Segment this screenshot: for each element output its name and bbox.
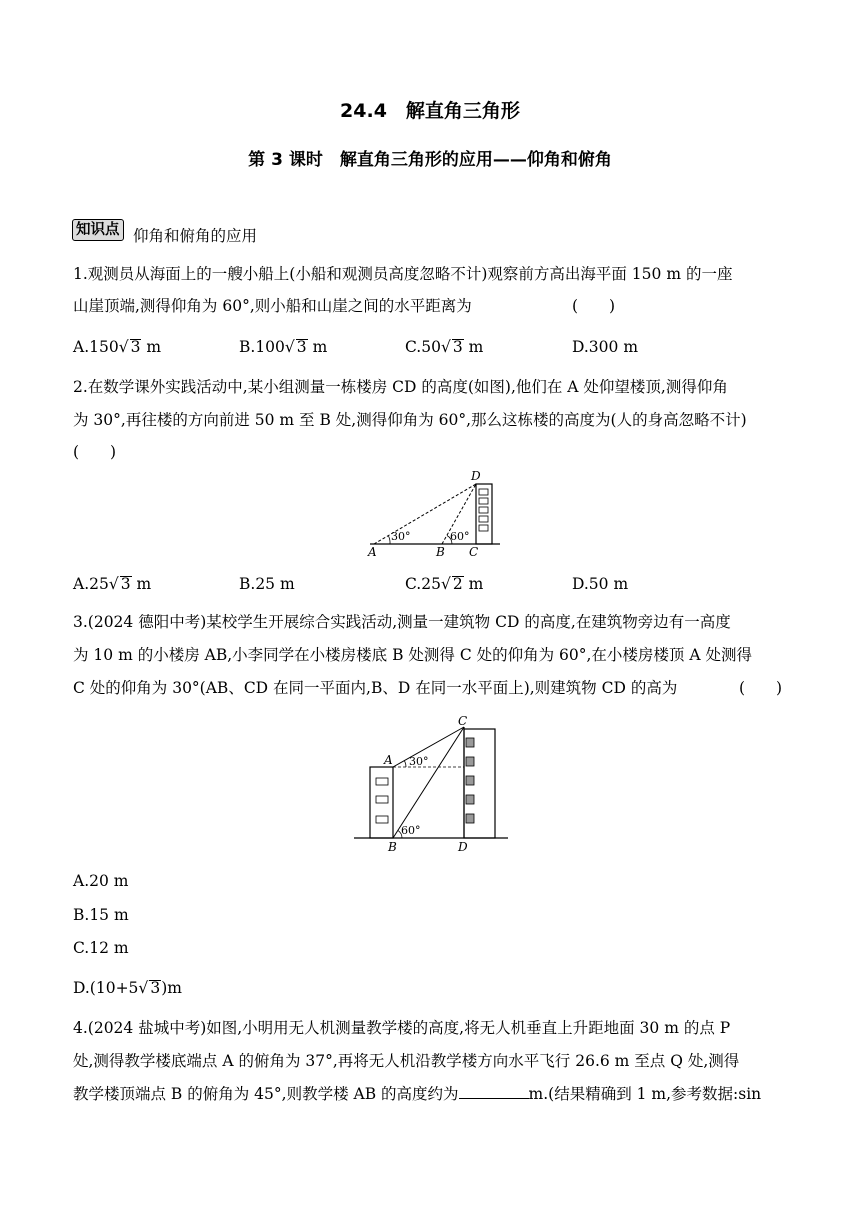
q3-window — [376, 796, 388, 803]
q1-option-a[interactable] — [73, 337, 161, 357]
q2-option-a-unit: m — [131, 575, 152, 593]
q4-answer-blank[interactable] — [459, 1084, 529, 1099]
q3-sightline-b — [393, 727, 464, 838]
q3-option-a[interactable]: A.20 m — [73, 872, 129, 890]
section-title: 24.4 解直角三角形 — [340, 100, 520, 122]
sqrt-icon: √ — [138, 979, 149, 997]
q1-line1: 1.观测员从海面上的一艘小船上(小船和观测员高度忽略不计)观察前方高出海平面 150 m 的一座 — [73, 265, 733, 283]
q1-option-b-unit: m — [307, 338, 328, 356]
q3-line1: 3.(2024 德阳中考)某校学生开展综合实践活动,测量一建筑物 CD 的高度,在建筑物旁边有一高度 — [73, 613, 731, 631]
q3-option-d[interactable] — [73, 978, 182, 998]
q4-line3 — [73, 1084, 761, 1104]
q1-line2: 山崖顶端,测得仰角为 60°,则小船和山崖之间的水平距离为 — [73, 297, 472, 315]
q3-angle-60-label: 60° — [401, 824, 421, 837]
q2-label-c: C — [469, 545, 479, 558]
q3-angle-30-label: 30° — [409, 755, 429, 768]
q2-option-c-coef: C.25 — [405, 575, 441, 593]
q3-label-d: D — [458, 840, 468, 854]
q4-line2: 处,测得教学楼底端点 A 的俯角为 37°,再将无人机沿教学楼方向水平飞行 26.6 m 至点 Q 处,测得 — [73, 1052, 740, 1070]
q2-window — [479, 507, 488, 513]
knowledge-badge: 知识点 — [72, 219, 124, 241]
q2-angle-arc-a — [389, 536, 391, 544]
q3-window — [466, 776, 474, 785]
q2-angle-60-label: 60° — [450, 530, 470, 543]
q1-option-c[interactable] — [405, 337, 483, 357]
q3-label-a: A — [384, 753, 393, 767]
q3-line3: C 处的仰角为 30°(AB、CD 在同一平面内,B、D 在同一水平面上),则建筑物 CD 的高为 — [73, 679, 678, 697]
q2-label-b: B — [436, 545, 445, 558]
q4-line1: 4.(2024 盐城中考)如图,小明用无人机测量教学楼的高度,将无人机垂直上升距地面 30 m 的点 P — [73, 1019, 731, 1037]
q1-option-a-coef: A.150 — [73, 338, 119, 356]
q2-label-a: A — [368, 545, 377, 558]
sqrt-icon: √ — [118, 338, 129, 356]
q3-window — [376, 778, 388, 785]
sqrt-icon: √ — [284, 338, 295, 356]
q1-option-a-unit: m — [141, 338, 162, 356]
sqrt-icon: √ — [440, 575, 451, 593]
q1-option-b-coef: B.100 — [239, 338, 285, 356]
q2-window — [479, 498, 488, 504]
q2-option-d[interactable]: D.50 m — [572, 575, 629, 593]
q2-option-c-radicand: 2 — [452, 575, 463, 593]
q3-figure — [350, 712, 510, 854]
q4-line3-text: 教学楼顶端点 B 的俯角为 45°,则教学楼 AB 的高度约为 — [73, 1085, 459, 1103]
lesson-title: 第 3 课时 解直角三角形的应用——仰角和俯角 — [248, 150, 612, 170]
q3-line2: 为 10 m 的小楼房 AB,小李同学在小楼房楼底 B 处测得 C 处的仰角为 60°,在小楼房楼顶 A 处测得 — [73, 646, 752, 664]
q3-option-b[interactable]: B.15 m — [73, 906, 129, 924]
q2-building — [476, 484, 492, 544]
q2-window — [479, 525, 488, 531]
q1-option-c-unit: m — [463, 338, 484, 356]
q3-window — [466, 757, 474, 766]
q3-window — [466, 814, 474, 823]
q1-option-b[interactable] — [239, 337, 327, 357]
q3-sightline-a — [393, 727, 464, 767]
q1-option-c-radicand: 3 — [452, 338, 463, 356]
q2-option-a[interactable] — [73, 574, 151, 594]
q3-angle-arc-a — [404, 761, 406, 767]
knowledge-topic: 仰角和俯角的应用 — [133, 227, 258, 245]
q3-option-d-radicand: 3 — [150, 979, 161, 997]
q3-option-d-unit: )m — [161, 979, 182, 997]
q3-option-d-coef: D.(10+5 — [73, 979, 139, 997]
q2-option-c[interactable] — [405, 574, 483, 594]
q2-option-c-unit: m — [463, 575, 484, 593]
q3-answer-paren: ( ) — [739, 679, 783, 697]
q2-answer-paren: ( ) — [73, 443, 117, 461]
q4-line3-tail: m.(结果精确到 1 m,参考数据:sin — [528, 1085, 762, 1103]
q2-window — [479, 489, 488, 495]
q3-option-c[interactable]: C.12 m — [73, 939, 129, 957]
q1-option-b-radicand: 3 — [296, 338, 307, 356]
q1-option-a-radicand: 3 — [130, 338, 141, 356]
q2-option-a-coef: A.25 — [73, 575, 109, 593]
q2-window — [479, 516, 488, 522]
q2-angle-30-label: 30° — [391, 530, 411, 543]
q2-option-b[interactable]: B.25 m — [239, 575, 295, 593]
sqrt-icon: √ — [440, 338, 451, 356]
q2-line2: 为 30°,再往楼的方向前进 50 m 至 B 处,测得仰角为 60°,那么这栋楼的高度为(人的身高忽略不计) — [73, 411, 747, 429]
q3-window — [466, 738, 474, 747]
q1-option-c-coef: C.50 — [405, 338, 441, 356]
q2-label-d: D — [471, 469, 481, 483]
q3-window — [466, 795, 474, 804]
q1-option-d[interactable]: D.300 m — [572, 338, 639, 356]
q2-option-a-radicand: 3 — [120, 575, 131, 593]
q2-figure — [360, 468, 510, 558]
q3-label-c: C — [458, 714, 468, 728]
q3-label-b: B — [388, 840, 397, 854]
q2-line1: 2.在数学课外实践活动中,某小组测量一栋楼房 CD 的高度(如图),他们在 A 处仰望楼顶,测得仰角 — [73, 378, 728, 396]
q3-window — [376, 816, 388, 823]
sqrt-icon: √ — [108, 575, 119, 593]
q1-answer-paren: ( ) — [572, 297, 616, 315]
